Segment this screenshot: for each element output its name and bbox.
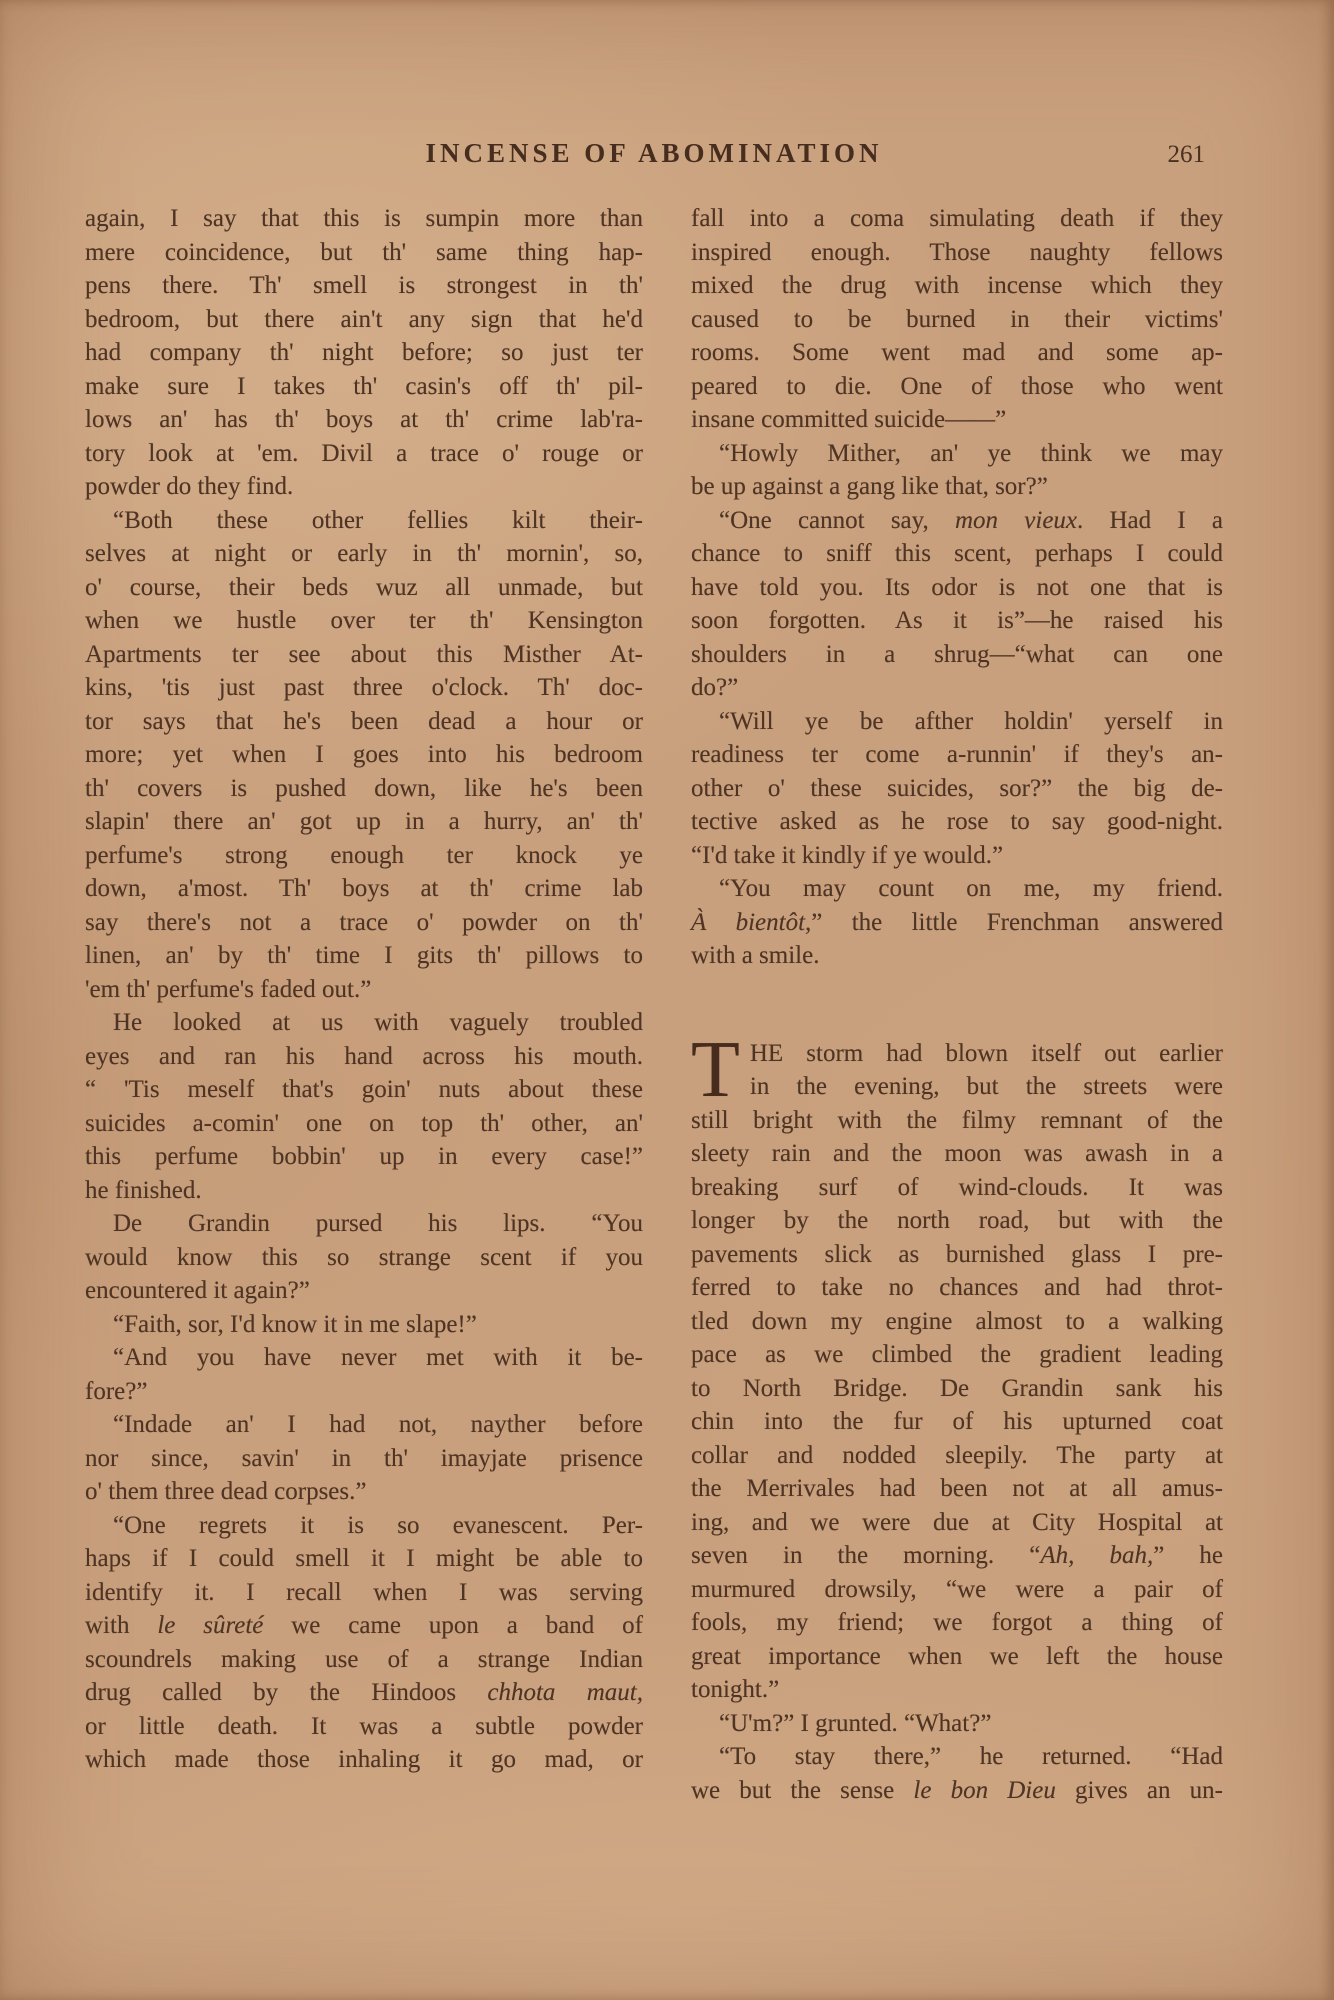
text-line: in the evening, but the streets were <box>749 1073 1223 1100</box>
text-line: “One regrets it is so evanescent. Per- <box>113 1511 643 1539</box>
running-head-title: INCENSE OF ABOMINATION <box>425 138 883 168</box>
text-line: slapin' there an' got up in a hurry, an' th' <box>85 808 643 835</box>
text-line: when we hustle over ter th' Kensington <box>85 607 643 634</box>
text-line: HE storm had blown itself out earlier <box>749 1039 1223 1067</box>
text-line: do?” <box>691 674 739 701</box>
paragraph <box>691 872 1223 973</box>
text-line: chance to sniff this scent, perhaps I could <box>691 540 1223 567</box>
paragraph <box>85 1408 643 1509</box>
text-line: be up against a gang like that, sor?” <box>691 473 1048 500</box>
text-line: suicides a-comin' one on top th' other, an' <box>85 1109 643 1137</box>
text-line: “Faith, sor, I'd know it in me slape!” <box>113 1310 477 1338</box>
paragraph <box>85 1308 643 1342</box>
text-line: soon forgotten. As it is”—he raised his <box>691 607 1223 634</box>
paragraph <box>85 1207 643 1308</box>
text-line: drug called by the Hindoos chhota maut, <box>85 1679 644 1706</box>
text-line: “You may count on me, my friend. <box>719 875 1223 902</box>
paragraph <box>85 202 643 504</box>
text-line: haps if I could smell it I might be able to <box>85 1545 643 1572</box>
page-number: 261 <box>1167 141 1205 168</box>
text-line: caused to be burned in their victims' <box>691 305 1223 333</box>
text-line: pens there. Th' smell is strongest in th' <box>85 272 643 299</box>
text-line: chin into the fur of his upturned coat <box>691 1408 1223 1435</box>
text-line: tective asked as he rose to say good-night. <box>691 808 1223 835</box>
text-line: tled down my engine almost to a walking <box>691 1307 1223 1335</box>
text-line: collar and nodded sleepily. The party at <box>691 1441 1223 1469</box>
column-left <box>85 202 643 1807</box>
text-line: tor says that he's been dead a hour or <box>85 707 643 735</box>
text-line: great importance when we left the house <box>691 1642 1223 1670</box>
text-line: scoundrels making use of a strange Indian <box>85 1645 643 1673</box>
text-line: “And you have never met with it be- <box>113 1344 643 1371</box>
page-header <box>85 138 1223 172</box>
text-line: ing, and we were due at City Hospital at <box>691 1508 1223 1536</box>
text-line: which made those inhaling it go mad, or <box>85 1746 643 1773</box>
text-line: have told you. Its odor is not one that is <box>691 573 1223 601</box>
text-line: identify it. I recall when I was serving <box>85 1578 643 1606</box>
text-line: He looked at us with vaguely troubled <box>113 1009 643 1036</box>
text-line: fools, my friend; we forgot a thing of <box>691 1609 1223 1636</box>
text-line: selves at night or early in th' mornin', so, <box>85 540 643 567</box>
text-line: other o' these suicides, sor?” the big de- <box>691 774 1223 802</box>
text-line: “To stay there,” he returned. “Had <box>719 1743 1223 1770</box>
drop-cap: T <box>691 1025 740 1114</box>
text-line: again, I say that this is sumpin more than <box>85 205 643 232</box>
paragraph <box>691 1707 1223 1741</box>
text-line: still bright with the filmy remnant of the <box>691 1106 1223 1134</box>
text-columns <box>85 202 1223 1807</box>
text-line: De Grandin pursed his lips. “You <box>113 1210 643 1237</box>
text-line: down, a'most. Th' boys at th' crime lab <box>85 875 643 902</box>
text-line: eyes and ran his hand across his mouth. <box>85 1042 643 1070</box>
text-line: bedroom, but there ain't any sign that he'd <box>85 305 643 333</box>
text-line: shoulders in a shrug—“what can one <box>691 640 1223 668</box>
paragraph <box>691 504 1223 705</box>
text-line: Apartments ter see about this Misther At- <box>85 640 643 668</box>
text-line: “Howly Mither, an' ye think we may <box>719 439 1223 467</box>
text-line: lows an' has th' boys at th' crime lab'ra- <box>85 406 643 433</box>
text-line: the Merrivales had been not at all amus- <box>691 1475 1223 1502</box>
text-line: mixed the drug with incense which they <box>691 272 1223 299</box>
text-line: pavements slick as burnished glass I pre- <box>691 1240 1223 1268</box>
text-line: murmured drowsily, “we were a pair of <box>691 1575 1223 1603</box>
text-line: À bientôt,” the little Frenchman answered <box>691 908 1223 936</box>
text-line: powder do they find. <box>85 473 294 500</box>
text-line: pace as we climbed the gradient leading <box>691 1341 1223 1368</box>
text-line: would know this so strange scent if you <box>85 1243 643 1271</box>
text-line: “Will ye be afther holdin' yerself in <box>719 707 1223 735</box>
text-line: longer by the north road, but with the <box>691 1207 1223 1234</box>
paragraph <box>85 1341 643 1408</box>
text-line: 'em th' perfume's faded out.” <box>85 975 372 1003</box>
text-line: “ 'Tis meself that's goin' nuts about these <box>85 1076 643 1103</box>
paragraph <box>691 705 1223 873</box>
paragraph <box>691 1025 1223 1707</box>
paragraph <box>691 1740 1223 1807</box>
text-line: mere coincidence, but th' same thing hap- <box>85 238 643 266</box>
text-line: inspired enough. Those naughty fellows <box>691 238 1223 266</box>
text-line: with le sûreté we came upon a band of <box>85 1612 643 1639</box>
text-line: fall into a coma simulating death if they <box>691 205 1223 232</box>
paragraph <box>691 437 1223 504</box>
text-line: “One cannot say, mon vieux. Had I a <box>719 506 1223 534</box>
text-line: “I'd take it kindly if ye would.” <box>691 841 1004 869</box>
column-right <box>691 202 1223 1807</box>
text-line: “Indade an' I had not, nayther before <box>113 1411 643 1438</box>
text-line: kins, 'tis just past three o'clock. Th' doc- <box>85 674 643 701</box>
text-line: encountered it again?” <box>85 1277 310 1304</box>
text-line: we but the sense le bon Dieu gives an un- <box>691 1776 1224 1804</box>
text-line: sleety rain and the moon was awash in a <box>691 1140 1223 1167</box>
text-line: make sure I takes th' casin's off th' pil- <box>85 372 643 400</box>
text-line: or little death. It was a subtle powder <box>85 1712 643 1740</box>
text-line: linen, an' by th' time I gits th' pillows to <box>85 942 643 969</box>
text-line: th' covers is pushed down, like he's been <box>85 774 643 802</box>
text-line: he finished. <box>85 1176 202 1204</box>
text-line: rooms. Some went mad and some ap- <box>691 339 1223 366</box>
text-line: seven in the morning. “Ah, bah,” he <box>691 1542 1223 1569</box>
text-line: ferred to take no chances and had throt- <box>691 1274 1223 1301</box>
text-line: readiness ter come a-runnin' if they's an- <box>691 741 1223 768</box>
text-line: had company th' night before; so just ter <box>85 339 643 366</box>
paragraph <box>85 504 643 1007</box>
text-line: insane committed suicide——” <box>691 406 1007 433</box>
paragraph <box>85 1509 643 1777</box>
text-line: this perfume bobbin' up in every case!” <box>85 1143 643 1170</box>
text-line: “Both these other fellies kilt their- <box>113 506 643 534</box>
text-line: “U'm?” I grunted. “What?” <box>719 1709 992 1737</box>
text-line: o' course, their beds wuz all unmade, but <box>85 573 643 601</box>
text-line: perfume's strong enough ter knock ye <box>85 841 643 869</box>
text-line: breaking surf of wind-clouds. It was <box>691 1173 1223 1201</box>
text-line: tonight.” <box>691 1676 780 1703</box>
text-line: nor since, savin' in th' imayjate prisence <box>85 1444 643 1472</box>
text-line: peared to die. One of those who went <box>691 372 1223 400</box>
text-line: to North Bridge. De Grandin sank his <box>691 1374 1223 1402</box>
text-line: fore?” <box>85 1377 148 1405</box>
text-line: with a smile. <box>691 942 820 969</box>
paragraph <box>691 202 1223 437</box>
text-line: more; yet when I goes into his bedroom <box>85 741 643 768</box>
paragraph <box>85 1006 643 1207</box>
text-line: say there's not a trace o' powder on th' <box>85 908 643 936</box>
text-line: tory look at 'em. Divil a trace o' rouge or <box>85 439 643 467</box>
text-line: o' them three dead corpses.” <box>85 1478 367 1505</box>
